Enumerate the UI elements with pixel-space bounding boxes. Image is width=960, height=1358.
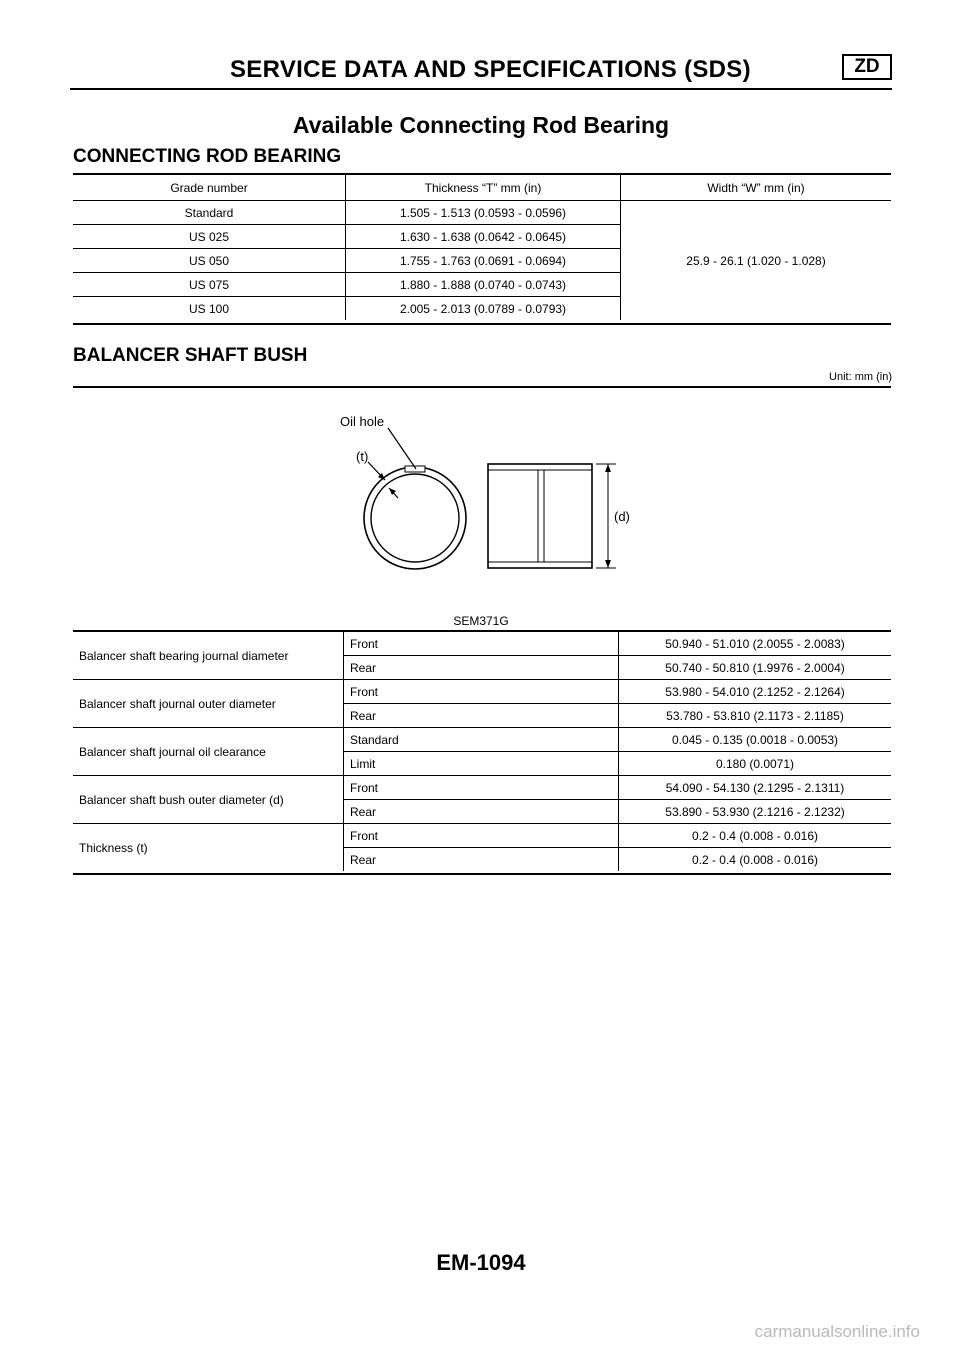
item-name: Rear <box>344 656 619 680</box>
item-value: 0.2 - 0.4 (0.008 - 0.016) <box>619 848 892 872</box>
item-name: Front <box>344 632 619 656</box>
item-name: Rear <box>344 704 619 728</box>
watermark: carmanualsonline.info <box>754 1322 920 1341</box>
grade-cell: US 025 <box>73 225 346 249</box>
row-label: Balancer shaft journal outer diameter <box>73 680 344 728</box>
item-value: 0.2 - 0.4 (0.008 - 0.016) <box>619 824 892 848</box>
item-name: Front <box>344 680 619 704</box>
grade-cell: US 050 <box>73 249 346 273</box>
table-bottom-rule <box>73 323 891 325</box>
balancer-table <box>73 632 891 871</box>
row-label: Balancer shaft journal oil clearance <box>73 728 344 776</box>
item-name: Standard <box>344 728 619 752</box>
page-number: EM-1094 <box>436 1250 526 1275</box>
d-label: (d) <box>614 509 630 524</box>
table-row <box>73 776 891 800</box>
item-name: Front <box>344 824 619 848</box>
grade-cell: Standard <box>73 201 346 225</box>
item-name: Rear <box>344 848 619 872</box>
item-value: 53.780 - 53.810 (2.1173 - 2.1185) <box>619 704 892 728</box>
thickness-cell: 2.005 - 2.013 (0.0789 - 0.0793) <box>346 297 621 321</box>
thickness-cell: 1.880 - 1.888 (0.0740 - 0.0743) <box>346 273 621 297</box>
section-rule <box>73 386 891 388</box>
bush-figure <box>340 400 640 600</box>
row-label: Thickness (t) <box>73 824 344 872</box>
connecting-rod-table <box>73 175 891 320</box>
row-label: Balancer shaft bearing journal diameter <box>73 632 344 680</box>
item-name: Rear <box>344 800 619 824</box>
oil-hole-label: Oil hole <box>340 414 385 429</box>
table-header-row <box>73 175 891 201</box>
table-row <box>73 632 891 656</box>
bush-outer-circle <box>364 467 466 569</box>
col-header-width: Width “W” mm (in) <box>621 175 892 201</box>
balancer-title: BALANCER SHAFT BUSH <box>73 345 308 366</box>
table-row <box>73 680 891 704</box>
row-label: Balancer shaft bush outer diameter (d) <box>73 776 344 824</box>
item-value: 0.180 (0.0071) <box>619 752 892 776</box>
item-value: 50.740 - 50.810 (1.9976 - 2.0004) <box>619 656 892 680</box>
grade-cell: US 100 <box>73 297 346 321</box>
unit-note: Unit: mm (in) <box>829 371 892 383</box>
item-value: 53.890 - 53.930 (2.1216 - 2.1232) <box>619 800 892 824</box>
connecting-rod-title: CONNECTING ROD BEARING <box>73 146 342 167</box>
header-badge: ZD <box>842 54 892 80</box>
t-label: (t) <box>356 449 369 464</box>
col-header-grade: Grade number <box>170 180 248 195</box>
grade-cell: US 075 <box>73 273 346 297</box>
thickness-cell: 1.755 - 1.763 (0.0691 - 0.0694) <box>346 249 621 273</box>
table-row <box>73 201 891 225</box>
item-value: 0.045 - 0.135 (0.0018 - 0.0053) <box>619 728 892 752</box>
figure-caption: SEM371G <box>453 614 509 628</box>
bush-diagram <box>340 400 640 600</box>
item-value: 50.940 - 51.010 (2.0055 - 2.0083) <box>665 636 845 651</box>
table-row <box>73 728 891 752</box>
page-header <box>70 52 892 90</box>
item-value: 54.090 - 54.130 (2.1295 - 2.1311) <box>619 776 892 800</box>
table-row <box>73 824 891 848</box>
bush-side-view <box>488 464 592 568</box>
item-name: Front <box>344 776 619 800</box>
thickness-cell: 1.630 - 1.638 (0.0642 - 0.0645) <box>346 225 621 249</box>
bush-inner-circle <box>371 474 459 562</box>
width-cell: 25.9 - 26.1 (1.020 - 1.028) <box>621 201 892 321</box>
thickness-cell: 1.505 - 1.513 (0.0593 - 0.0596) <box>346 201 621 225</box>
bush-table-bottom-rule <box>73 873 891 875</box>
section-title: Available Connecting Rod Bearing <box>292 112 670 138</box>
col-header-thickness: Thickness “T” mm (in) <box>346 175 621 201</box>
item-name: Limit <box>344 752 619 776</box>
header-title: SERVICE DATA AND SPECIFICATIONS (SDS) <box>230 56 751 83</box>
item-value: 53.980 - 54.010 (2.1252 - 2.1264) <box>619 680 892 704</box>
